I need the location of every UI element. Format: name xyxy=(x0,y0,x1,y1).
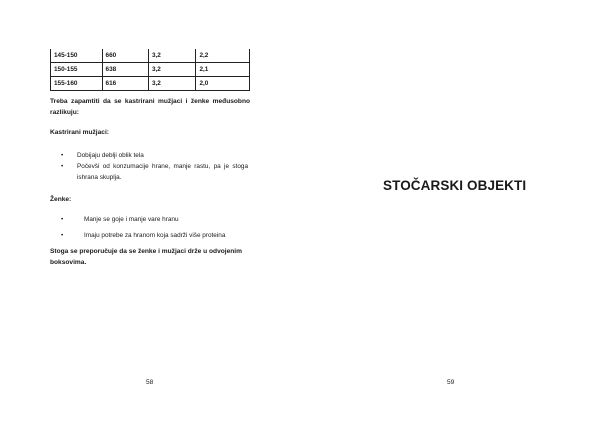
table-row xyxy=(51,63,250,77)
table-cell: 3,2 xyxy=(148,49,195,63)
list-item-text: Dobijaju deblji oblik tela xyxy=(77,152,144,159)
right-page xyxy=(300,0,600,425)
table-cell: 2,0 xyxy=(196,77,250,91)
intro-paragraph: Treba zapamtiti da se kastrirani mužjaci i ženke međusobno razlikuju: xyxy=(50,98,250,116)
list-item xyxy=(50,230,250,241)
table-cell: 150-155 xyxy=(51,63,103,77)
table-cell: 2,1 xyxy=(196,63,250,77)
bullet-icon: • xyxy=(61,163,64,170)
list-item xyxy=(50,214,250,225)
bullet-icon: • xyxy=(61,152,64,159)
table-cell: 638 xyxy=(102,63,148,77)
table-row xyxy=(51,49,250,63)
zenke-heading: Ženke: xyxy=(50,196,72,203)
table-cell: 660 xyxy=(102,49,148,63)
page-number: 59 xyxy=(447,379,455,386)
page-number: 58 xyxy=(146,379,154,386)
closing-paragraph: Stoga se preporučuje da se ženke i mužjaci drže u odvojenim boksovima. xyxy=(50,248,243,266)
list-item-text: Počevši od konzumacije hrane, manje rastu, pa je stoga ishrana skuplja. xyxy=(77,163,248,181)
zenke-list xyxy=(50,214,250,241)
list-item-text: Imaju potrebe za hranom koja sadrži više proteina xyxy=(84,232,226,239)
list-item-text: Manje se goje i manje vare hranu xyxy=(84,216,179,223)
table-cell: 155-160 xyxy=(51,77,103,91)
list-item xyxy=(50,150,248,161)
list-item xyxy=(50,161,248,183)
table-cell: 3,2 xyxy=(148,77,195,91)
kastrirani-list xyxy=(50,150,248,183)
table-cell: 616 xyxy=(102,77,148,91)
chapter-title: STOČARSKI OBJEKTI xyxy=(383,178,527,193)
table-row xyxy=(51,77,250,91)
table-cell: 145-150 xyxy=(51,49,103,63)
data-table xyxy=(50,49,250,91)
table-cell: 3,2 xyxy=(148,63,195,77)
table-cell: 2,2 xyxy=(196,49,250,63)
bullet-icon: • xyxy=(61,232,64,239)
bullet-icon: • xyxy=(61,216,64,223)
kastrirani-heading: Kastrirani mužjaci: xyxy=(50,129,109,136)
